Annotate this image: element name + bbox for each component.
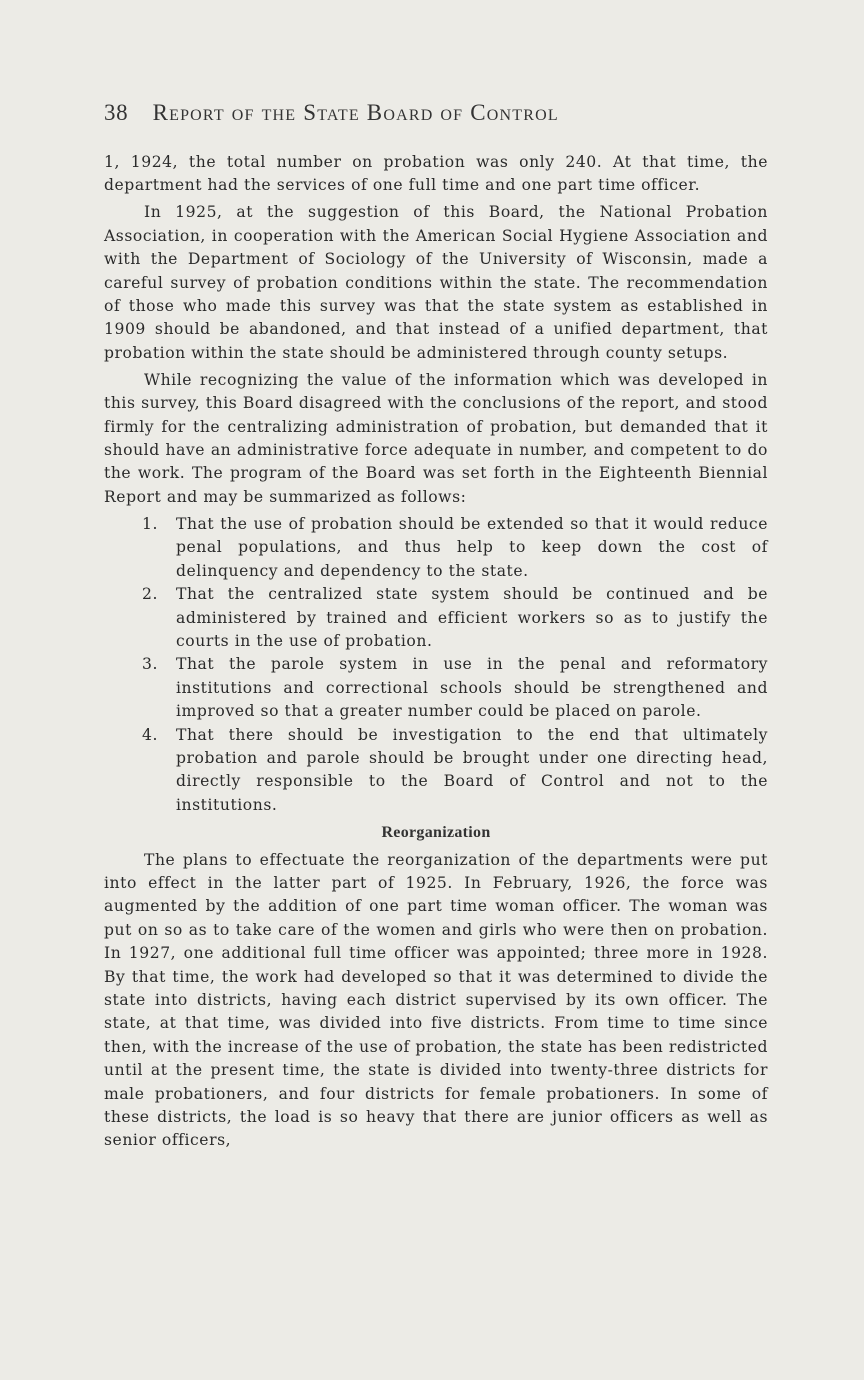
section-heading: Reorganization <box>381 824 491 842</box>
list-item <box>104 724 768 818</box>
page-header <box>104 100 772 126</box>
list-item-number: 1. <box>142 514 158 533</box>
list-item-text: That there should be investigation to the end that ultimately probation and parole should be brought under one directing head, directly responsible to the Board of Control and not to the institutions. <box>176 725 768 814</box>
list-item-number: 3. <box>142 655 158 674</box>
list-item-text: That the centralized state system should be continued and be administered by trained and efficient workers so as to justify the courts in the use of probation. <box>176 585 768 650</box>
list-item <box>104 653 768 723</box>
list-item <box>104 583 768 653</box>
running-title: Report of the State Board of Control <box>152 100 559 125</box>
list-item-number: 4. <box>142 725 158 744</box>
paragraph-reorganization: The plans to effectuate the reorganization of the departments were put into effect in the latter part of 1925. In February, 1926, the force was augmented by the addition of one part time woman officer. The woman was put on so as to take care of the women and girls who were then on probation. In 1927, one additional full time officer was appointed; three more in 1928. By that time, the work had developed so that it was determined to divide the state into districts, having each district supervised by its own officer. The state, at that time, was divided into five districts. From time to time since then, with the increase of the use of probation, the state has been redistricted until at the present time, the state is divided into twenty-three districts for male probationers, and four districts for female probationers. In some of these districts, the load is so heavy that there are junior officers as well as senior officers, <box>104 850 769 1150</box>
paragraph-continuation: 1, 1924, the total number on probation was only 240. At that time, the department had the services of one full time and one part time officer. <box>104 153 768 195</box>
list-item-number: 2. <box>142 585 158 604</box>
paragraph-survey: In 1925, at the suggestion of this Board, the National Probation Association, in cooperation with the American Social Hygiene Association and with the Department of Sociology of the University of Wisconsin, made a careful survey of probation conditions within the state. The recommendation of those who made this survey was that the state system as established in 1909 should be abandoned, and that instead of a unified department, that probation within the state should be administered through county setups. <box>104 203 768 362</box>
list-item <box>104 513 768 583</box>
page-body <box>104 151 768 1156</box>
page-number: 38 <box>104 100 129 125</box>
program-list <box>104 513 768 817</box>
list-item-text: That the parole system in use in the penal and reformatory institutions and correctional schools should be strengthened and improved so that a greater number could be placed on parole. <box>176 655 768 721</box>
paragraph-board-program: While recognizing the value of the information which was developed in this survey, this Board disagreed with the conclusions of the report, and stood firmly for the centralizing administration of probation, but demanded that it should have an administrative force adequate in number, and competent to do the work. The program of the Board was set forth in the Eighteenth Biennial Report and may be summarized as follows: <box>104 370 768 506</box>
list-item-text: That the use of probation should be extended so that it would reduce penal populations, and thus help to keep down the cost of delinquency and dependency to the state. <box>176 514 768 580</box>
